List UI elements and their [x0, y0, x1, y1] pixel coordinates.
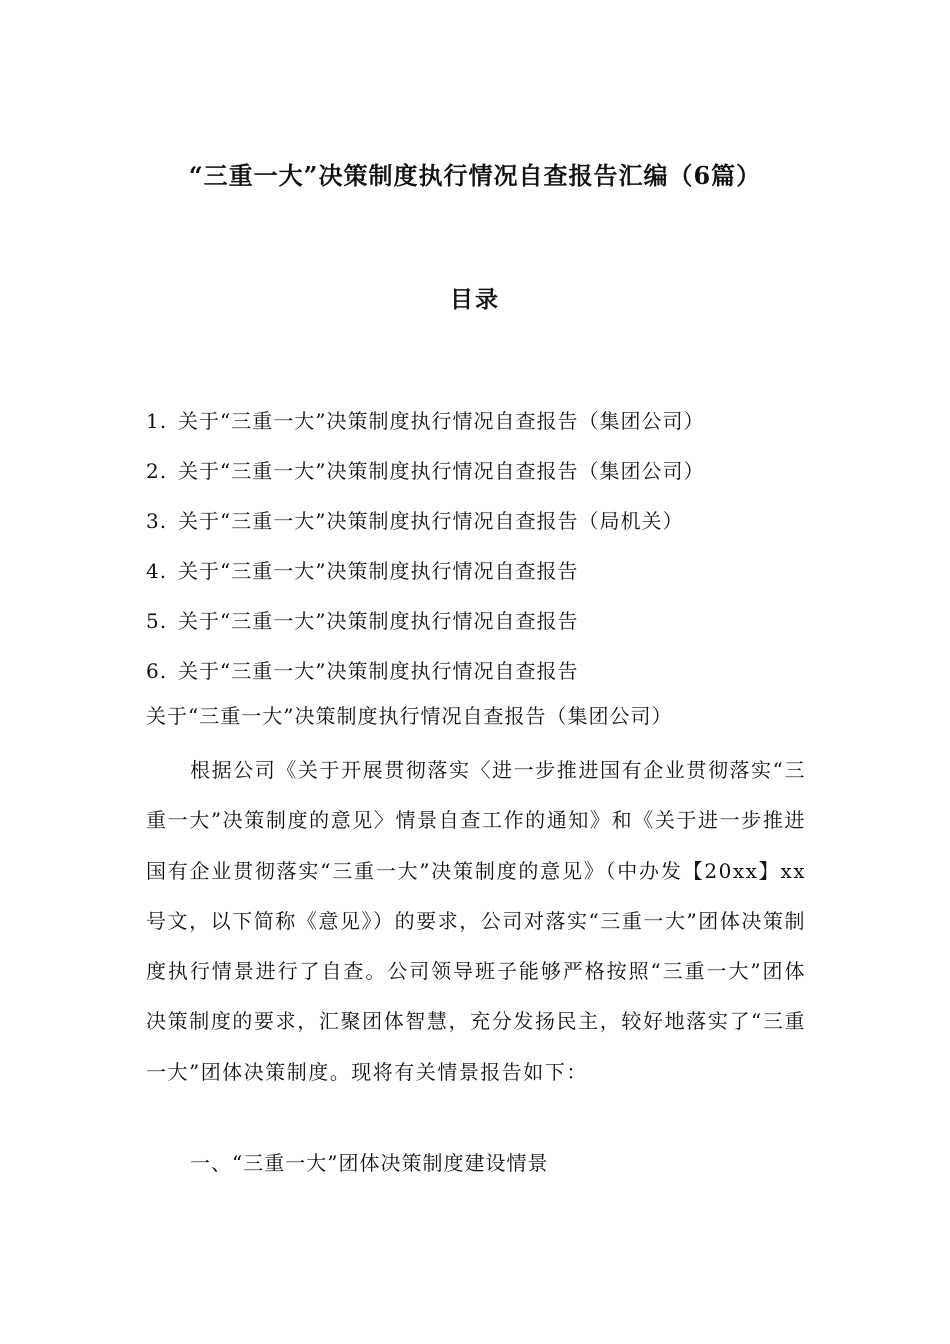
toc-item-number: 5.	[146, 609, 168, 633]
document-title: “三重一大”决策制度执行情况自查报告汇编（6篇）	[188, 161, 762, 190]
toc-item	[146, 596, 826, 646]
section-title: 关于“三重一大”决策制度执行情况自查报告（集团公司）	[146, 704, 673, 728]
toc-item	[146, 646, 826, 696]
toc-item-text: 关于“三重一大”决策制度执行情况自查报告（集团公司）	[178, 409, 705, 433]
toc-item-number: 3.	[146, 509, 168, 533]
toc-item-number: 4.	[146, 559, 168, 583]
toc-item-text: 关于“三重一大”决策制度执行情况自查报告	[178, 659, 579, 683]
toc-item	[146, 546, 826, 596]
subsection-heading: 一、“三重一大”团体决策制度建设情景	[190, 1151, 549, 1175]
toc-heading: 目录	[450, 286, 500, 313]
toc-item-text: 关于“三重一大”决策制度执行情况自查报告（集团公司）	[178, 459, 705, 483]
toc-item-number: 6.	[146, 659, 168, 683]
toc-item-text: 关于“三重一大”决策制度执行情况自查报告（局机关）	[178, 509, 684, 533]
toc-item-number: 1.	[146, 409, 168, 433]
toc-item	[146, 396, 826, 446]
toc-item-text: 关于“三重一大”决策制度执行情况自查报告	[178, 609, 579, 633]
toc-item	[146, 496, 826, 546]
toc-item-text: 关于“三重一大”决策制度执行情况自查报告	[178, 559, 579, 583]
toc-item	[146, 446, 826, 496]
body-paragraph: 根据公司《关于开展贯彻落实〈进一步推进国有企业贯彻落实“三重一大”决策制度的意见〉情景自查工作的通知》和《关于进一步推进国有企业贯彻落实“三重一大”决策制度的意见》（中办发【20xx】xx号文，以下简称《意见》）的要求，公司对落实“三重一大”团体决策制度执行情景进行了自查。公司领导班子能够严格按照“三重一大”团体决策制度的要求，汇聚团体智慧，充分发扬民主，较好地落实了“三重一大”团体决策制度。现将有关情景报告如下：	[146, 758, 806, 1084]
table-of-contents	[146, 396, 826, 696]
toc-item-number: 2.	[146, 459, 168, 483]
